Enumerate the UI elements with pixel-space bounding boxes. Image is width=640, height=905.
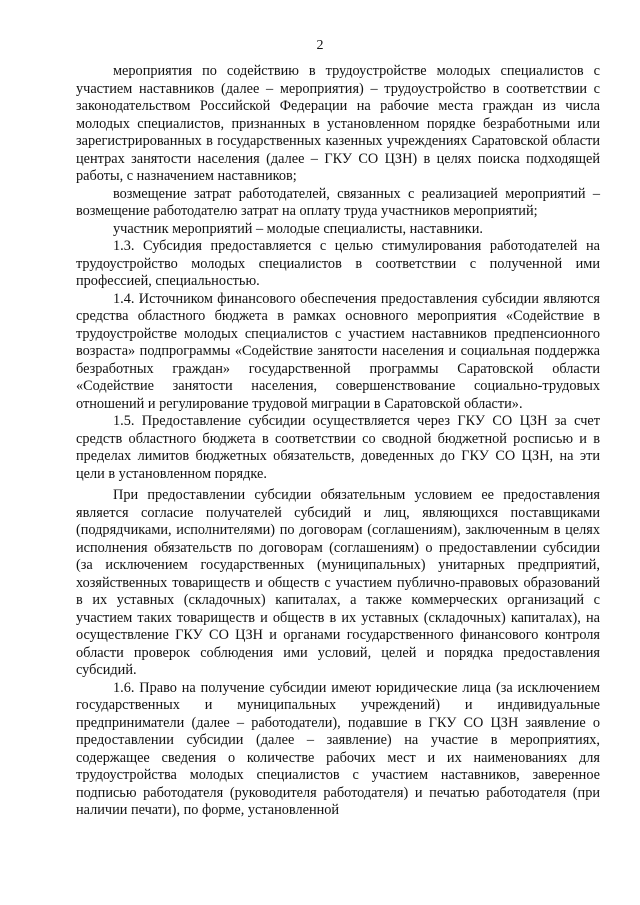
paragraph-subsidy-condition: При предоставлении субсидии обязательным условием ее предоставления является согласие получателей субсидий и лиц, являющихся поставщиками (подрядчиками, исполнителями) по договорам (соглашениям), заключенным в целях исполнения обязательств по договорам (соглашениям) о предоставлении субсидии (за исключением государственных (муниципальных) унитарных предприятий, хозяйственных товариществ и обществ с участием публично-правовых образований в их уставных (складочных) капиталах, а также коммерческих организаций с участием таких товариществ и обществ в их уставных (складочных) капиталах), на осуществление ГКУ СО ЦЗН и органами государственного финансового контроля области проверок соблюдения ими условий, целей и порядка предоставления субсидий. <box>76 487 600 678</box>
page-number: 2 <box>316 38 324 53</box>
paragraph-1-3: 1.3. Субсидия предоставляется с целью стимулирования работодателей на трудоустройство молодых специалистов в соответствии с полученной ими профессией, специальностью. <box>76 238 600 289</box>
paragraph-1-5: 1.5. Предоставление субсидии осуществляется через ГКУ СО ЦЗН за счет средств областного бюджета в соответствии со сводной бюджетной росписью и в пределах лимитов бюджетных обязательств, доведенных до ГКУ СО ЦЗН, на эти цели в установленном порядке. <box>76 413 600 482</box>
paragraph-definition-reimbursement: возмещение затрат работодателей, связанных с реализацией мероприятий – возмещение работодателю затрат на оплату труда участников мероприятий; <box>76 185 600 219</box>
document-body <box>76 63 600 820</box>
paragraph-definition-participant: участник мероприятий – молодые специалисты, наставники. <box>113 220 483 237</box>
paragraph-definition-measures: мероприятия по содействию в трудоустройстве молодых специалистов с участием наставников (далее – мероприятия) – трудоустройство в соответствии с законодательством Российской Федерации на рабочие места граждан из числа молодых специалистов, признанных в установленном порядке безработными или зарегистрированных в государственных казенных учреждениях Саратовской области центрах занятости населения (далее – ГКУ СО ЦЗН) в целях поиска подходящей работы, с назначением наставников; <box>76 63 600 184</box>
paragraph-1-6: 1.6. Право на получение субсидии имеют юридические лица (за исключением государственных и муниципальных учреждений) и индивидуальные предприниматели (далее – работодатели), подавшие в ГКУ СО ЦЗН заявление о предоставлении субсидии (далее – заявление) на участие в мероприятиях, содержащее сведения о количестве рабочих мест и их наименованиях для трудоустройства молодых специалистов с участием наставников, заверенное подписью работодателя (руководителя работодателя) и печатью работодателя (при наличии печати), по форме, установленной <box>76 679 600 818</box>
paragraph-1-4: 1.4. Источником финансового обеспечения предоставления субсидии являются средства областного бюджета в рамках основного мероприятия «Содействие в трудоустройстве молодых специалистов с участием наставников предпенсионного возраста» подпрограммы «Содействие занятости населения и социальная поддержка безработных граждан» государственной программы Саратовской области «Содействие занятости населения, совершенствование социально-трудовых отношений и регулирование трудовой миграции в Саратовской области». <box>76 290 600 412</box>
